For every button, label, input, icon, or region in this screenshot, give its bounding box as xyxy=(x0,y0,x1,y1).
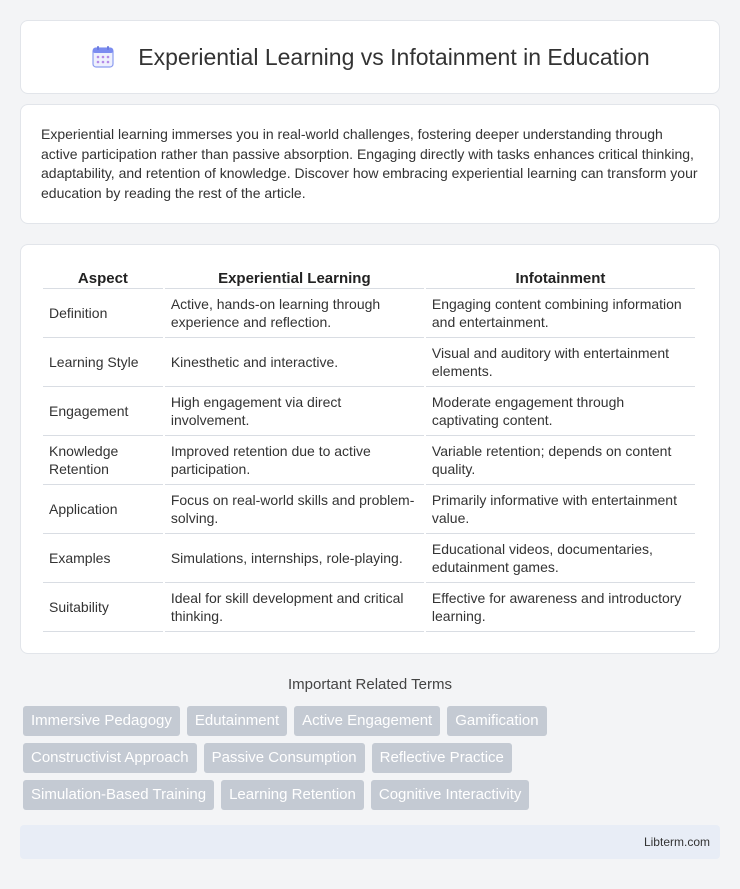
tag-row xyxy=(23,743,723,773)
tag-row xyxy=(23,780,723,810)
table-row xyxy=(43,534,695,583)
tag-immersive-pedagogy[interactable]: Immersive Pedagogy xyxy=(23,706,180,736)
aspect-cell: Learning Style xyxy=(43,338,163,387)
footer xyxy=(20,825,720,859)
table-row xyxy=(43,485,695,534)
column-header-infotainment: Infotainment xyxy=(426,265,695,289)
aspect-cell: Application xyxy=(43,485,163,534)
calendar-icon xyxy=(90,44,116,70)
aspect-cell: Definition xyxy=(43,289,163,338)
footer-site-link[interactable]: Libterm.com xyxy=(643,835,710,849)
tag-gamification[interactable]: Gamification xyxy=(447,706,546,736)
experiential-cell: Improved retention due to active participation. xyxy=(165,436,424,485)
infotainment-cell: Variable retention; depends on content quality. xyxy=(426,436,695,485)
tag-reflective-practice[interactable]: Reflective Practice xyxy=(372,743,512,773)
infotainment-cell: Educational videos, documentaries, edutainment games. xyxy=(426,534,695,583)
aspect-cell: Knowledge Retention xyxy=(43,436,163,485)
infotainment-cell: Engaging content combining information and entertainment. xyxy=(426,289,695,338)
tag-cognitive-interactivity[interactable]: Cognitive Interactivity xyxy=(371,780,530,810)
aspect-cell: Suitability xyxy=(43,583,163,632)
tag-passive-consumption[interactable]: Passive Consumption xyxy=(204,743,365,773)
table-row xyxy=(43,387,695,436)
table-row xyxy=(43,583,695,632)
table-row xyxy=(43,436,695,485)
column-header-experiential: Experiential Learning xyxy=(165,265,424,289)
aspect-cell: Examples xyxy=(43,534,163,583)
aspect-cell: Engagement xyxy=(43,387,163,436)
comparison-table-card xyxy=(20,244,720,654)
infotainment-cell: Visual and auditory with entertainment elements. xyxy=(426,338,695,387)
column-header-aspect: Aspect xyxy=(43,265,163,289)
related-terms-tags xyxy=(23,706,723,817)
experiential-cell: Simulations, internships, role-playing. xyxy=(165,534,424,583)
table-header-row xyxy=(43,265,695,289)
infotainment-cell: Primarily informative with entertainment value. xyxy=(426,485,695,534)
infotainment-cell: Moderate engagement through captivating content. xyxy=(426,387,695,436)
intro-paragraph: Experiential learning immerses you in real-world challenges, fostering deeper understanding through active participation rather than passive absorption. Engaging directly with tasks enhances critical thinking, adaptability, and retention of knowledge. Discover how embracing experiential learning can transform your education by reading the rest of the article. xyxy=(41,126,698,201)
header-card xyxy=(20,20,720,94)
table-row xyxy=(43,289,695,338)
comparison-table xyxy=(41,265,697,632)
experiential-cell: Active, hands-on learning through experience and reflection. xyxy=(165,289,424,338)
intro-card xyxy=(20,104,720,224)
tag-edutainment[interactable]: Edutainment xyxy=(187,706,287,736)
page-title: Experiential Learning vs Infotainment in Education xyxy=(138,43,650,70)
table-row xyxy=(43,338,695,387)
experiential-cell: Kinesthetic and interactive. xyxy=(165,338,424,387)
tag-row xyxy=(23,706,723,736)
experiential-cell: High engagement via direct involvement. xyxy=(165,387,424,436)
experiential-cell: Focus on real-world skills and problem-solving. xyxy=(165,485,424,534)
tag-active-engagement[interactable]: Active Engagement xyxy=(294,706,440,736)
experiential-cell: Ideal for skill development and critical thinking. xyxy=(165,583,424,632)
tag-constructivist-approach[interactable]: Constructivist Approach xyxy=(23,743,197,773)
tag-learning-retention[interactable]: Learning Retention xyxy=(221,780,364,810)
related-terms-heading: Important Related Terms xyxy=(288,676,452,693)
tag-simulation-based-training[interactable]: Simulation-Based Training xyxy=(23,780,214,810)
infotainment-cell: Effective for awareness and introductory learning. xyxy=(426,583,695,632)
